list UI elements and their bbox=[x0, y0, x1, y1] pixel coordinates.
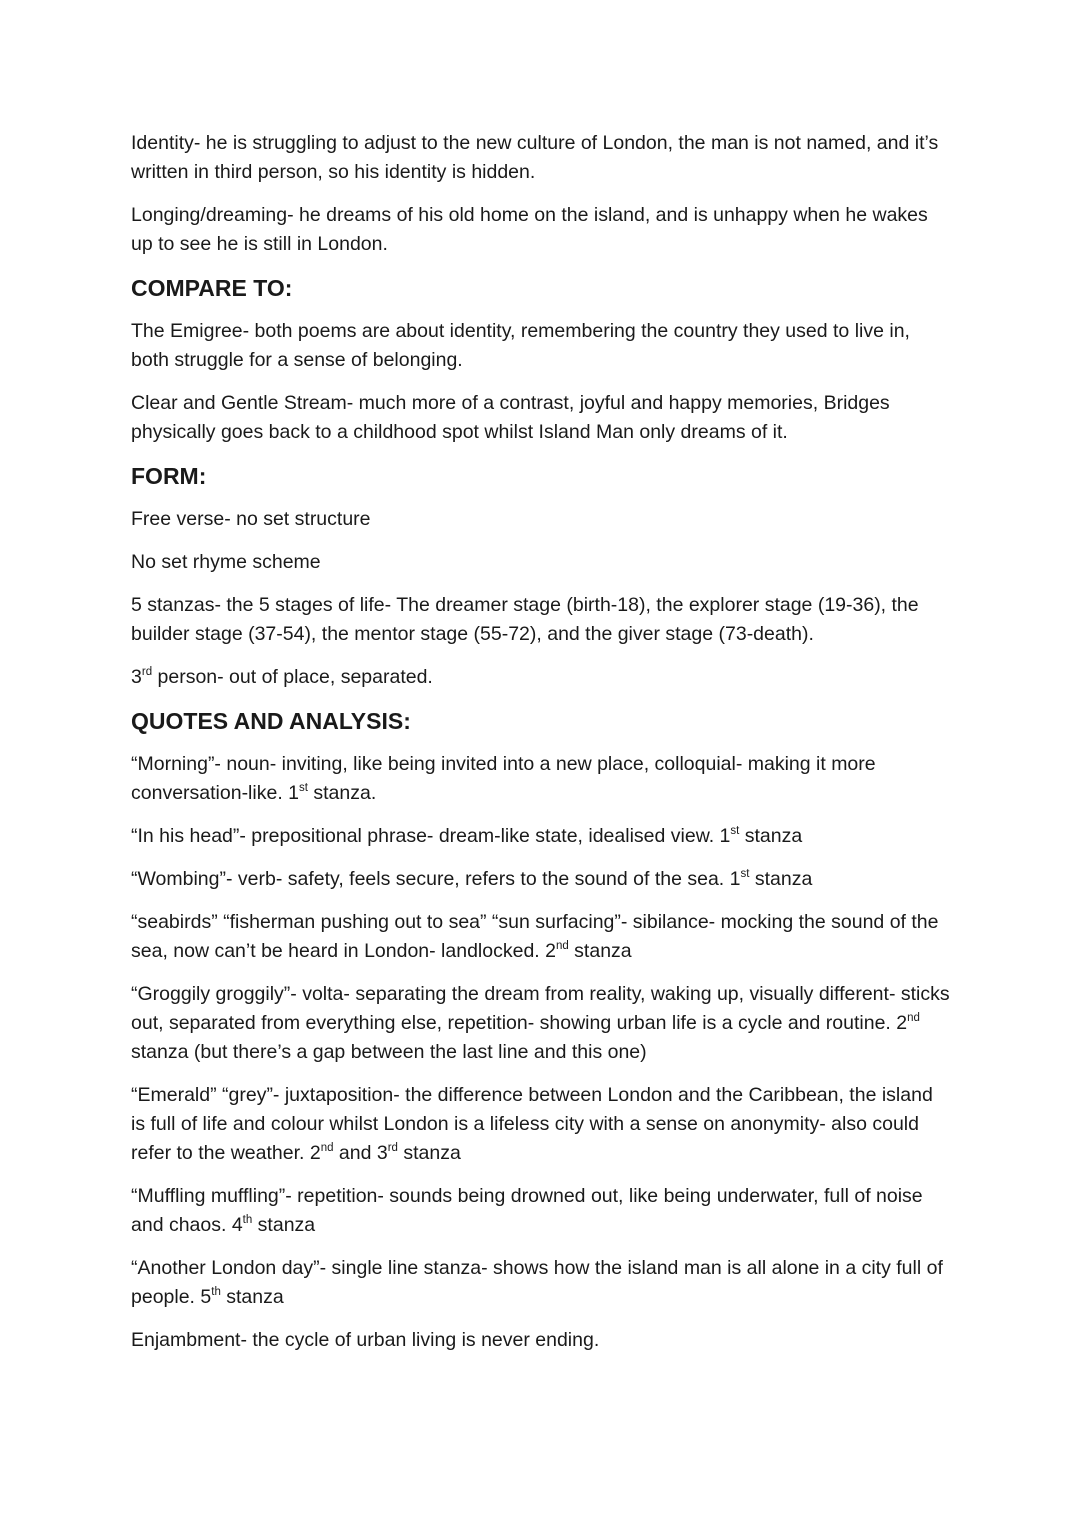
quote-emerald-grey bbox=[131, 1081, 950, 1168]
text-run: stanza bbox=[739, 825, 803, 847]
ordinal-suffix: nd bbox=[555, 939, 569, 952]
text-run: “Emerald” “grey”- juxtaposition- the difference between London and the Caribbean, the island is full of life and colour whilst London is a lifeless city with a sense on anonymity- also could refer to the weather. 2 bbox=[131, 1084, 933, 1164]
quote-seabirds bbox=[131, 908, 950, 966]
para-stanzas bbox=[131, 591, 950, 649]
quote-wombing bbox=[131, 865, 950, 894]
text-run: No set rhyme scheme bbox=[131, 551, 321, 573]
text-run: stanza bbox=[220, 1286, 284, 1308]
text-run: stanza. bbox=[307, 782, 377, 804]
text-run: “Groggily groggily”- volta- separating the dream from reality, waking up, visually different- sticks out, separated from everything else, repetition- showing urban life is a cycle and routine. 2 bbox=[131, 983, 950, 1034]
ordinal-suffix: rd bbox=[141, 665, 153, 678]
text-run: FORM: bbox=[131, 463, 207, 489]
quote-groggily bbox=[131, 980, 950, 1067]
text-run: Longing/dreaming- he dreams of his old home on the island, and is unhappy when he wakes up to see he is still in London. bbox=[131, 204, 928, 255]
para-free-verse bbox=[131, 505, 950, 534]
ordinal-suffix: st bbox=[299, 781, 308, 794]
text-run: Identity- he is struggling to adjust to the new culture of London, the man is not named, and it’s written in third person, so his identity is hidden. bbox=[131, 132, 939, 183]
text-run: person- out of place, separated. bbox=[152, 666, 433, 688]
ordinal-suffix: rd bbox=[387, 1141, 398, 1154]
quote-another-london-day bbox=[131, 1254, 950, 1312]
quote-morning bbox=[131, 750, 950, 808]
text-run: 5 stanzas- the 5 stages of life- The dreamer stage (birth-18), the explorer stage (19-36), the builder stage (37-54), the mentor stage (55-72), and the giver stage (73-death). bbox=[131, 594, 919, 645]
para-enjambment bbox=[131, 1326, 950, 1355]
heading-form bbox=[131, 461, 950, 491]
text-run: and 3 bbox=[333, 1142, 388, 1164]
text-run: 3 bbox=[131, 666, 142, 688]
quote-muffling bbox=[131, 1182, 950, 1240]
ordinal-suffix: nd bbox=[320, 1141, 334, 1154]
heading-compare-to bbox=[131, 273, 950, 303]
para-third-person bbox=[131, 663, 950, 692]
text-run: “Wombing”- verb- safety, feels secure, refers to the sound of the sea. 1 bbox=[131, 868, 741, 890]
para-rhyme bbox=[131, 548, 950, 577]
ordinal-suffix: st bbox=[730, 824, 740, 837]
document-body bbox=[131, 129, 950, 1355]
text-run: “Another London day”- single line stanza- shows how the island man is all alone in a city full of people. 5 bbox=[131, 1257, 943, 1308]
para-emigree bbox=[131, 317, 950, 375]
text-run: stanza bbox=[749, 868, 813, 890]
text-run: stanza bbox=[568, 940, 632, 962]
text-run: stanza bbox=[397, 1142, 461, 1164]
para-longing bbox=[131, 201, 950, 259]
para-identity bbox=[131, 129, 950, 187]
text-run: The Emigree- both poems are about identity, remembering the country they used to live in, both struggle for a sense of belonging. bbox=[131, 320, 910, 371]
ordinal-suffix: nd bbox=[907, 1011, 920, 1024]
text-run: stanza bbox=[252, 1214, 316, 1236]
text-run: Free verse- no set structure bbox=[131, 508, 371, 530]
text-run: stanza (but there’s a gap between the last line and this one) bbox=[131, 1041, 647, 1063]
ordinal-suffix: th bbox=[211, 1285, 221, 1298]
text-run: COMPARE TO: bbox=[131, 275, 293, 301]
text-run: “Morning”- noun- inviting, like being invited into a new place, colloquial- making it more conversation-like. 1 bbox=[131, 753, 876, 804]
text-run: “seabirds” “fisherman pushing out to sea” “sun surfacing”- sibilance- mocking the sound of the sea, now can’t be heard in London- landlocked. 2 bbox=[131, 911, 939, 962]
ordinal-suffix: th bbox=[242, 1213, 253, 1226]
ordinal-suffix: st bbox=[740, 867, 750, 880]
heading-quotes-analysis bbox=[131, 706, 950, 736]
text-run: Enjambment- the cycle of urban living is never ending. bbox=[131, 1329, 600, 1351]
text-run: Clear and Gentle Stream- much more of a contrast, joyful and happy memories, Bridges physically goes back to a childhood spot whilst Island Man only dreams of it. bbox=[131, 392, 890, 443]
quote-in-his-head bbox=[131, 822, 950, 851]
text-run: “Muffling muffling”- repetition- sounds being drowned out, like being underwater, full of noise and chaos. 4 bbox=[131, 1185, 923, 1236]
text-run: “In his head”- prepositional phrase- dream-like state, idealised view. 1 bbox=[131, 825, 731, 847]
para-clear-gentle-stream bbox=[131, 389, 950, 447]
text-run: QUOTES AND ANALYSIS: bbox=[131, 708, 411, 734]
